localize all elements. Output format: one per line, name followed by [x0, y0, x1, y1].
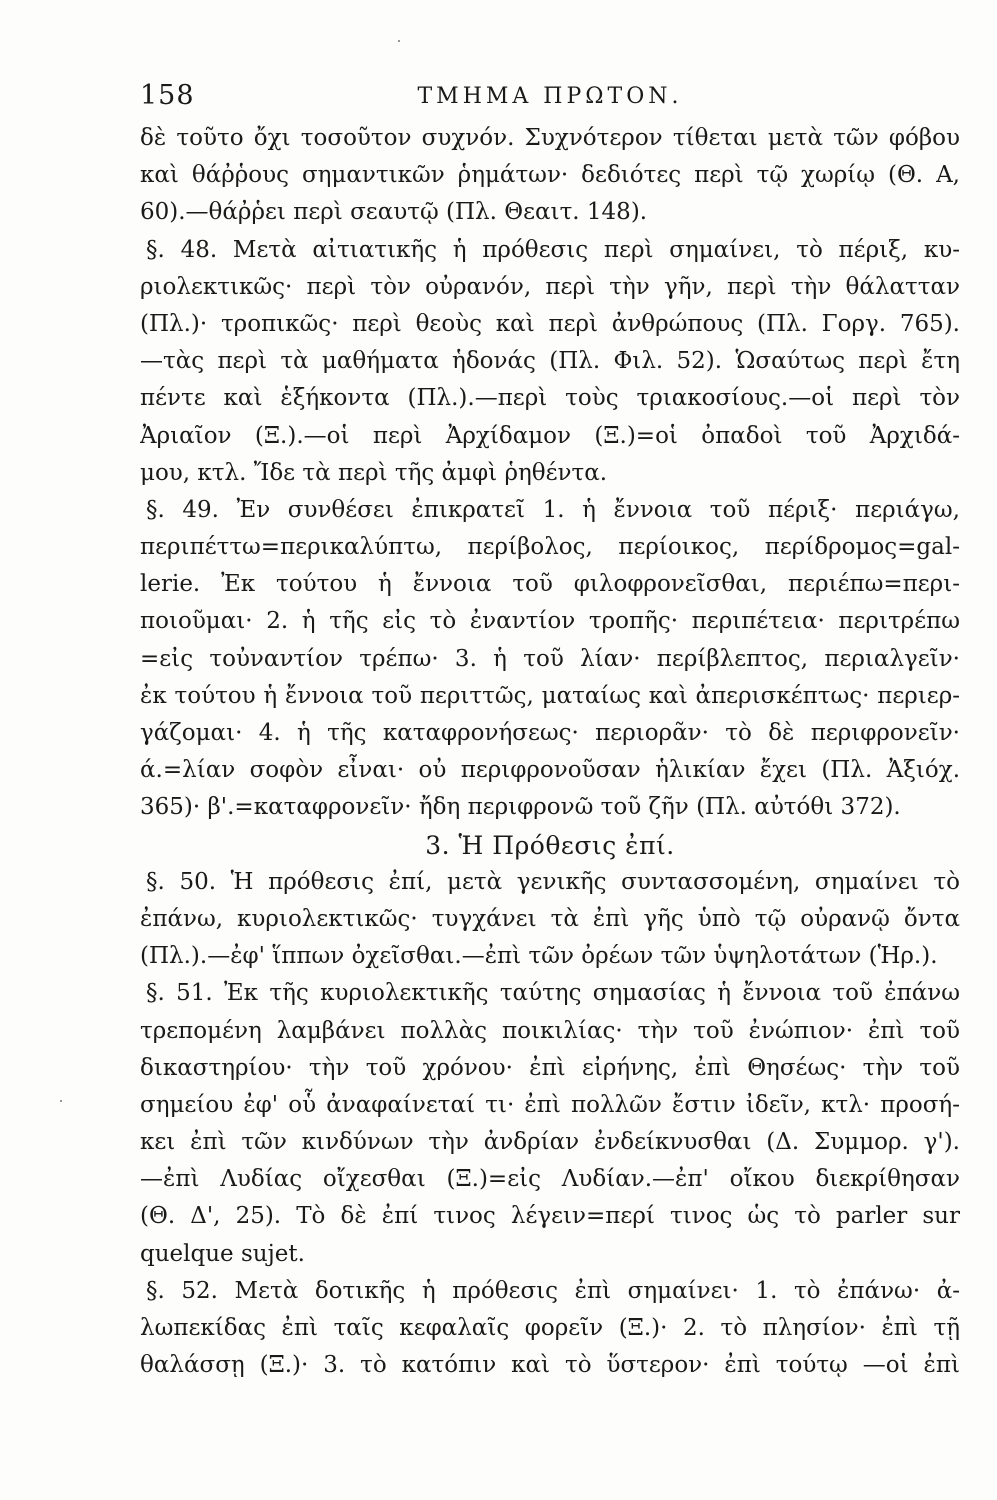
text-line: (Πλ.).—ἐφ' ἵππων ὀχεῖσθαι.—ἐπὶ τῶν ὀρέων τῶν ὑψηλοτάτων (Ἡρ.). [140, 943, 938, 970]
text-line: περιπέττω=περικαλύπτω, περίβολος, περίοικος, περίδρομος=gal- [140, 534, 960, 561]
text-line: ἐκ τούτου ἡ ἔννοια τοῦ περιττῶς, ματαίως καὶ ἀπερισκέπτως· περιερ- [140, 682, 960, 709]
paragraph-52-start: §. 52. Μετὰ δοτικῆς ἡ πρόθεσις ἐπὶ σημαίνει· 1. τὸ ἐπάνω· ἀ- [146, 1277, 960, 1304]
text-line: 60).—θάῤῥει περὶ σεαυτῷ (Πλ. Θεαιτ. 148). [140, 199, 648, 226]
paragraph-51-start: §. 51. Ἐκ τῆς κυριολεκτικῆς ταύτης σημασίας ἡ ἔννοια τοῦ ἐπάνω [146, 980, 960, 1007]
text-line: λωπεκίδας ἐπὶ ταῖς κεφαλαῖς φορεῖν (Ξ.)· 2. τὸ πλησίον· ἐπὶ τῇ [140, 1315, 960, 1341]
text-line: γάζομαι· 4. ἡ τῆς καταφρονήσεως· περιορᾶν· τὸ δὲ περιφρονεῖν· [140, 720, 960, 746]
text-line: πέντε καὶ ἑξήκοντα (Πλ.).—περὶ τοὺς τριακοσίους.—οἱ περὶ τὸν [140, 385, 960, 412]
text-line: —τὰς περὶ τὰ μαθήματα ἡδονάς (Πλ. Φιλ. 52). Ὡσαύτως περὶ ἔτη [140, 348, 960, 375]
text-line: σημείου ἐφ' οὗ ἀναφαίνεταί τι· ἐπὶ πολλῶν ἔστιν ἰδεῖν, κτλ· προσή- [140, 1091, 960, 1118]
paper-speck [398, 40, 400, 42]
text-line: καὶ θάῤῥους σημαντικῶν ῥημάτων· δεδιότες περὶ τῷ χωρίῳ (Θ. Α, [140, 162, 960, 189]
text-line: quelque sujet. [140, 1240, 305, 1267]
text-line: ποιοῦμαι· 2. ἡ τῆς εἰς τὸ ἐναντίον τροπῆς· περιπέτεια· περιτρέπω [140, 608, 960, 635]
text-line: (Θ. Δ', 25). Τὸ δὲ ἐπί τινος λέγειν=περί τινος ὡς τὸ parler sur [140, 1203, 960, 1230]
body-text [140, 120, 960, 1384]
text-line: =εἰς τοὐναντίον τρέπω· 3. ἡ τοῦ λίαν· περίβλεπτος, περιαλγεῖν· [140, 645, 960, 672]
text-line: Ἀριαῖον (Ξ.).—οἱ περὶ Ἀρχίδαμον (Ξ.)=οἱ ὀπαδοὶ τοῦ Ἀρχιδά- [140, 422, 960, 449]
page-number: 158 [140, 80, 195, 111]
paper-speck [60, 1100, 62, 1102]
text-line: 365)· β'.=καταφρονεῖν· ἤδη περιφρονῶ τοῦ ζῆν (Πλ. αὐτόθι 372). [140, 794, 901, 821]
paragraph-49-start: §. 49. Ἐν συνθέσει ἐπικρατεῖ 1. ἡ ἔννοια τοῦ πέριξ· περιάγω, [146, 496, 960, 523]
text-line: lerie. Ἐκ τούτου ἡ ἔννοια τοῦ φιλοφρονεῖσθαι, περιέπω=περι- [140, 571, 960, 598]
text-line: ἐπάνω, κυριολεκτικῶς· τυγχάνει τὰ ἐπὶ γῆς ὑπὸ τῷ οὐρανῷ ὄντα [140, 905, 960, 932]
text-line: κει ἐπὶ τῶν κινδύνων τὴν ἀνδρίαν ἐνδείκνυσθαι (Δ. Συμμορ. γ'). [140, 1129, 960, 1156]
text-line: θαλάσσῃ (Ξ.)· 3. τὸ κατόπιν καὶ τὸ ὕστερον· ἐπὶ τούτῳ —οἱ ἐπὶ [140, 1352, 960, 1379]
section-heading: 3. Ἡ Πρόθεσις ἐπί. [425, 830, 675, 860]
text-line: μου, κτλ. Ἴδε τὰ περὶ τῆς ἀμφὶ ῥηθέντα. [140, 459, 608, 486]
text-line: (Πλ.)· τροπικῶς· περὶ θεοὺς καὶ περὶ ἀνθρώπους (Πλ. Γοργ. 765). [140, 310, 960, 337]
text-line: ά.=λίαν σοφὸν εἶναι· οὐ περιφρονοῦσαν ἡλικίαν ἔχει (Πλ. Ἀξιόχ. [140, 757, 960, 784]
text-line: δὲ τοῦτο ὄχι τοσοῦτον συχνόν. Συχνότερον τίθεται μετὰ τῶν φόβου [140, 125, 960, 151]
running-title: ΤΜΗΜΑ ΠΡΩΤΟΝ. [417, 84, 683, 109]
text-line: —ἐπὶ Λυδίας οἴχεσθαι (Ξ.)=εἰς Λυδίαν.—ἐπ' οἴκου διεκρίθησαν [140, 1166, 960, 1193]
text-line: τρεπομένη λαμβάνει πολλὰς ποικιλίας· τὴν τοῦ ἐνώπιον· ἐπὶ τοῦ [140, 1017, 960, 1044]
text-line: ριολεκτικῶς· περὶ τὸν οὐρανόν, περὶ τὴν γῆν, περὶ τὴν θάλατταν [140, 273, 960, 300]
page-header [140, 78, 960, 118]
paragraph-50-start: §. 50. Ἡ πρόθεσις ἐπί, μετὰ γενικῆς συντασσομένη, σημαίνει τὸ [146, 868, 960, 895]
text-line: δικαστηρίου· τὴν τοῦ χρόνου· ἐπὶ εἰρήνης, ἐπὶ Θησέως· τὴν τοῦ [140, 1054, 960, 1081]
paragraph-48-start: §. 48. Μετὰ αἰτιατικῆς ἡ πρόθεσις περὶ σημαίνει, τὸ πέριξ, κυ- [146, 236, 960, 263]
